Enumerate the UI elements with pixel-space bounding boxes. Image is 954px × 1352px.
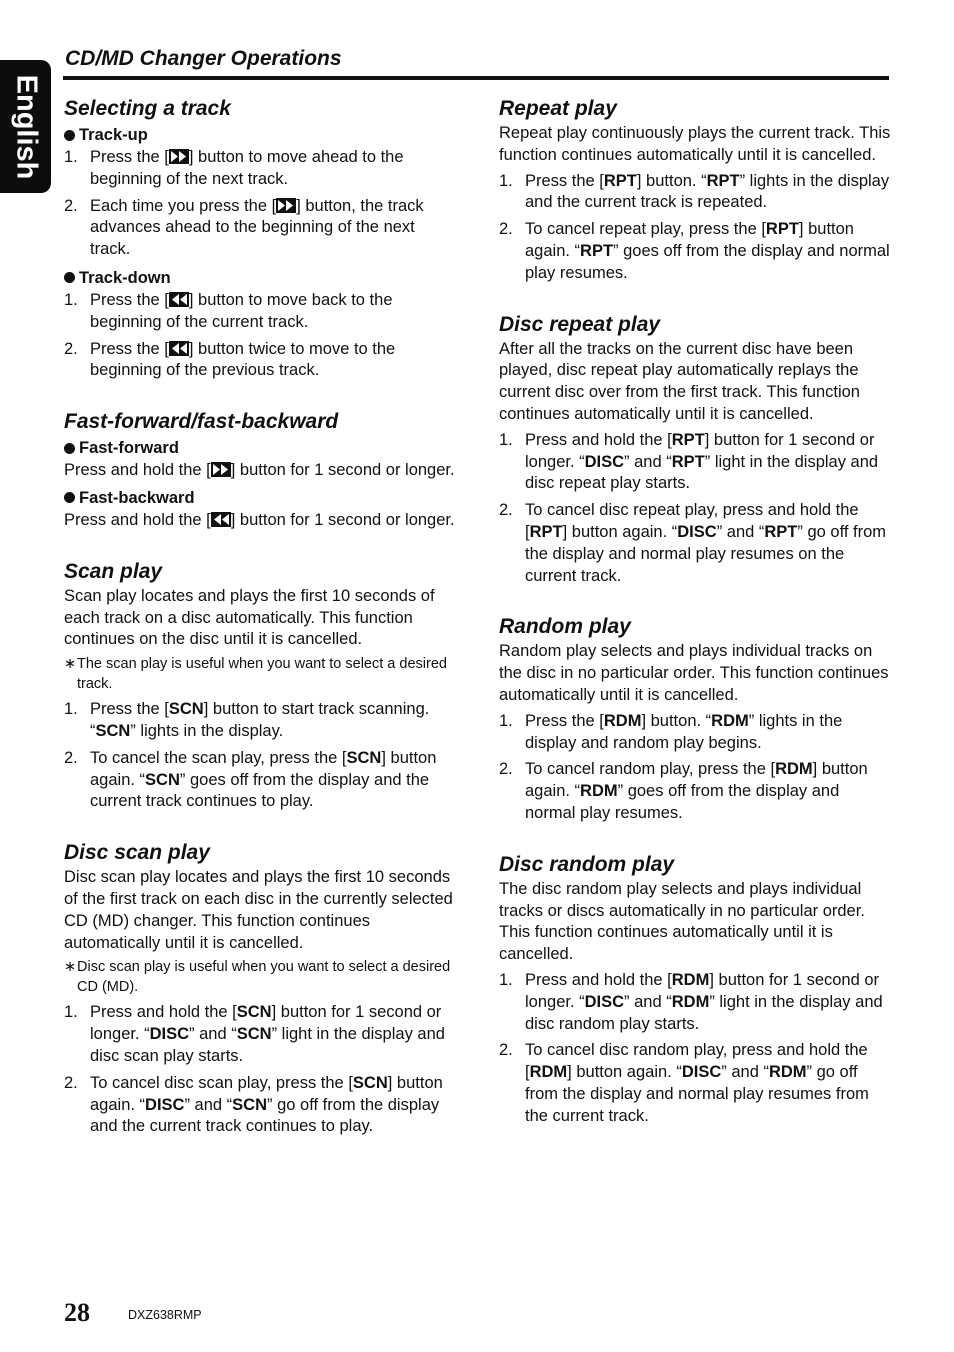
button-label: DISC xyxy=(681,1063,722,1082)
button-label: SCN xyxy=(145,770,180,789)
text-run: ] button for 1 second or longer. “ xyxy=(525,430,875,471)
text-run: ” and “ xyxy=(189,1025,237,1044)
text-run: To cancel the scan play, press the [ xyxy=(90,748,347,767)
button-label: RPT xyxy=(765,220,799,239)
list-item xyxy=(499,970,891,1035)
section-heading: Fast-forward/fast-backward xyxy=(64,410,339,434)
list-item xyxy=(499,759,891,824)
step-number: 2. xyxy=(499,501,513,520)
list-item xyxy=(499,430,891,495)
step-number: 2. xyxy=(64,748,78,767)
button-label: RPT xyxy=(529,522,563,541)
step-list xyxy=(64,147,456,261)
section-heading: Disc random play xyxy=(499,852,675,876)
text-run: ] button to start track scanning. “ xyxy=(90,700,430,740)
left-column xyxy=(64,95,456,1164)
button-label: RDM xyxy=(603,711,642,730)
list-item xyxy=(499,219,891,284)
text-run: Press and hold the [ xyxy=(64,461,211,480)
step-list xyxy=(499,711,891,825)
text-run: To cancel disc random play, press and hold the [ xyxy=(525,1041,868,1082)
text-run: ] button again. “ xyxy=(567,1063,682,1082)
section-selecting-a-track xyxy=(64,95,456,382)
paragraph xyxy=(499,879,891,966)
text-run: ” lights in the display and the current track is repeated. xyxy=(525,171,890,212)
button-label: SCN xyxy=(352,1073,388,1092)
step-number: 2. xyxy=(499,760,513,779)
text-run: ” go off from the display and normal play resumes from the current track. xyxy=(525,1063,869,1125)
text-run: ] button again. “ xyxy=(562,522,678,541)
text-run: ] button for 1 second or longer. “ xyxy=(90,1003,442,1044)
button-label: RDM xyxy=(580,782,618,801)
bullet-icon xyxy=(64,130,75,141)
section-heading: Repeat play xyxy=(499,97,617,120)
bullet-icon xyxy=(64,443,75,454)
text-run: Press and hold the [ xyxy=(90,1003,237,1022)
paragraph xyxy=(499,123,891,167)
text-run: ” light in the display and disc random play starts. xyxy=(525,992,883,1033)
step-number: 2. xyxy=(64,339,78,358)
text-run: ” light in the display and disc repeat play starts. xyxy=(525,452,879,493)
list-item xyxy=(64,748,456,813)
text-run: Press and hold the [ xyxy=(64,510,211,529)
text-run: ] button to move back to the beginning of the current track. xyxy=(90,290,393,331)
button-label: RDM xyxy=(768,1063,807,1082)
section-disc-repeat-play xyxy=(499,311,891,588)
section-random-play xyxy=(499,613,891,824)
header-divider xyxy=(63,76,889,80)
rewind-icon xyxy=(211,512,231,527)
rewind-icon xyxy=(169,292,189,307)
button-label: RPT xyxy=(603,171,637,190)
text-run: ” lights in the display and random play begins. xyxy=(525,711,843,752)
note-mark: ∗ xyxy=(64,959,77,976)
section-heading: Selecting a track xyxy=(64,97,231,120)
button-label: SCN xyxy=(95,721,131,740)
button-label: DISC xyxy=(145,1095,185,1114)
step-number: 2. xyxy=(499,1041,513,1060)
section-scan-play xyxy=(64,558,456,813)
button-label: RDM xyxy=(711,711,749,730)
step-number: 2. xyxy=(64,1073,78,1092)
text-run: ” light in the display and disc scan play starts. xyxy=(90,1025,445,1065)
paragraph xyxy=(499,339,891,426)
section-disc-random-play xyxy=(499,851,891,1128)
list-item xyxy=(64,147,456,191)
button-label: RPT xyxy=(671,452,705,471)
text-run: ” and “ xyxy=(184,1095,233,1114)
subheading-text: Track-down xyxy=(79,268,171,287)
step-number: 1. xyxy=(64,290,78,309)
text-run: Random play selects and plays individual tracks on the disc in no particular order. This function continues automatically until it is cancelled. xyxy=(499,642,889,704)
fast-forward-icon xyxy=(276,198,296,213)
step-list xyxy=(499,171,891,285)
text-run: Press the [ xyxy=(525,171,604,190)
button-label: RPT xyxy=(580,241,614,260)
button-label: SCN xyxy=(236,1003,272,1022)
text-run: Press the [ xyxy=(525,711,604,730)
step-number: 1. xyxy=(499,430,513,449)
subheading xyxy=(64,486,456,510)
step-number: 1. xyxy=(64,148,78,166)
section-heading: Disc repeat play xyxy=(499,312,661,336)
step-number: 1. xyxy=(499,970,513,989)
text-run: Each time you press the [ xyxy=(90,196,277,215)
text-run: Disc scan play locates and plays the first 10 seconds of the first track on each disc in the currently selected CD (MD) changer. This function continues automatically until it is cancelled. xyxy=(64,868,453,952)
button-label: RPT xyxy=(764,522,798,541)
text-run: To cancel repeat play, press the [ xyxy=(525,220,766,239)
text-run: ] button. “ xyxy=(641,711,712,730)
section-heading: Random play xyxy=(499,615,631,639)
step-number: 1. xyxy=(64,700,78,719)
button-label: SCN xyxy=(236,1025,272,1044)
step-list xyxy=(64,1002,456,1138)
text-run: ” go off from the display and normal play resumes on the current track. xyxy=(525,522,887,585)
subheading-text: Fast-forward xyxy=(79,439,179,458)
bullet-icon xyxy=(64,492,75,503)
button-label: RDM xyxy=(775,760,813,779)
text-run: ” lights in the display. xyxy=(130,721,284,740)
text-run: ” and “ xyxy=(624,992,672,1011)
step-list xyxy=(64,699,456,813)
note xyxy=(64,958,456,997)
right-column xyxy=(499,95,891,1153)
section-fast-forward-fast-backward xyxy=(64,408,456,532)
text-run: ” goes off from the display and normal play resumes. xyxy=(525,782,840,822)
section-disc-scan-play xyxy=(64,839,456,1138)
subheading xyxy=(64,123,456,147)
list-item xyxy=(64,1073,456,1138)
language-tab xyxy=(0,60,51,193)
text-run: Press the [ xyxy=(90,290,169,309)
step-number: 1. xyxy=(499,171,513,190)
section-repeat-play xyxy=(499,95,891,285)
note xyxy=(64,655,456,694)
section-heading: Disc scan play xyxy=(64,841,210,865)
button-label: RDM xyxy=(529,1063,568,1082)
step-number: 2. xyxy=(499,220,513,239)
list-item xyxy=(64,290,456,334)
paragraph xyxy=(64,867,456,954)
text-run: ” and “ xyxy=(716,522,765,541)
subheading-text: Fast-backward xyxy=(79,488,195,507)
text-run: ] button to move ahead to the beginning of the next track. xyxy=(90,148,404,188)
page-header-title: CD/MD Changer Operations xyxy=(65,47,342,70)
text-run: ] button again. “ xyxy=(90,748,437,789)
text-run: ] button again. “ xyxy=(525,760,868,801)
text-run: ” goes off from the display and normal play resumes. xyxy=(525,241,890,282)
button-label: DISC xyxy=(677,522,717,541)
page-number: 28 xyxy=(64,1298,90,1327)
button-label: SCN xyxy=(168,700,204,719)
note-mark: ∗ xyxy=(64,656,77,673)
button-label: RPT xyxy=(706,171,740,190)
button-label: SCN xyxy=(232,1095,267,1114)
paragraph xyxy=(64,510,456,532)
bullet-icon xyxy=(64,272,75,283)
fast-forward-icon xyxy=(169,149,189,164)
paragraph xyxy=(499,641,891,706)
text-run: ] button again. “ xyxy=(525,220,854,260)
list-item xyxy=(64,196,456,261)
text-run: After all the tracks on the current disc have been played, disc repeat play automatically replays the current disc over from the first track. This function continues automatically until it is cancelled. xyxy=(499,339,860,423)
text-run: ] button again. “ xyxy=(90,1073,443,1114)
button-label: SCN xyxy=(346,748,382,767)
text-run: ” and “ xyxy=(721,1063,769,1082)
text-run: Scan play locates and plays the first 10 seconds of each track on a disc automatically. This function continues on the disc until it is cancelled. xyxy=(64,586,435,649)
text-run: ] button for 1 second or longer. “ xyxy=(525,970,880,1011)
text-run: ] button. “ xyxy=(636,171,707,190)
text-run: ] button twice to move to the beginning of the previous track. xyxy=(90,339,396,380)
step-list xyxy=(499,430,891,588)
text-run: ] button for 1 second or longer. xyxy=(230,510,455,529)
model-number: DXZ638RMP xyxy=(128,1308,202,1322)
text-run: Press and hold the [ xyxy=(525,970,672,989)
text-run: To cancel disc scan play, press the [ xyxy=(90,1073,353,1092)
list-item xyxy=(499,171,891,215)
button-label: DISC xyxy=(149,1025,190,1044)
text-run: To cancel disc repeat play, press and hold the [ xyxy=(525,501,859,541)
rewind-icon xyxy=(169,341,189,356)
subheading xyxy=(64,266,456,290)
note-text: The scan play is useful when you want to select a desired track. xyxy=(77,656,447,692)
text-run: ” goes off from the display and the current track continues to play. xyxy=(90,770,430,811)
step-number: 1. xyxy=(499,711,513,730)
paragraph xyxy=(64,460,456,482)
list-item xyxy=(64,699,456,743)
list-item xyxy=(499,711,891,755)
text-run: To cancel random play, press the [ xyxy=(525,760,776,779)
text-run: ] button for 1 second or longer. xyxy=(230,461,455,480)
note-text: Disc scan play is useful when you want to select a desired CD (MD). xyxy=(77,959,451,995)
list-item xyxy=(499,1040,891,1127)
list-item xyxy=(64,1002,456,1067)
button-label: RDM xyxy=(671,992,710,1011)
subheading xyxy=(64,436,456,460)
text-run: ” and “ xyxy=(624,452,672,471)
step-list xyxy=(499,970,891,1128)
text-run: Press the [ xyxy=(90,700,169,719)
text-run: ” go off from the display and the current track continues to play. xyxy=(90,1095,440,1136)
language-tab-label: English xyxy=(10,74,42,179)
text-run: The disc random play selects and plays individual tracks or discs automatically in no particular order. This function continues automatically until it is cancelled. xyxy=(499,879,865,964)
button-label: RPT xyxy=(671,430,705,449)
list-item xyxy=(499,500,891,587)
button-label: RDM xyxy=(671,970,710,989)
list-item xyxy=(64,339,456,383)
text-run: ] button, the track advances ahead to the beginning of the next track. xyxy=(90,196,424,259)
button-label: DISC xyxy=(584,992,625,1011)
button-label: DISC xyxy=(584,452,625,471)
text-run: Repeat play continuously plays the current track. This function continues automatically until it is cancelled. xyxy=(499,124,891,164)
step-number: 1. xyxy=(64,1003,78,1022)
step-list xyxy=(64,290,456,382)
text-run: Press and hold the [ xyxy=(525,430,672,449)
text-run: Press the [ xyxy=(90,148,169,166)
fast-forward-icon xyxy=(211,462,231,477)
section-heading: Scan play xyxy=(64,559,163,583)
paragraph xyxy=(64,586,456,651)
text-run: Press the [ xyxy=(90,339,169,358)
step-number: 2. xyxy=(64,196,78,215)
subheading-text: Track-up xyxy=(79,126,148,144)
